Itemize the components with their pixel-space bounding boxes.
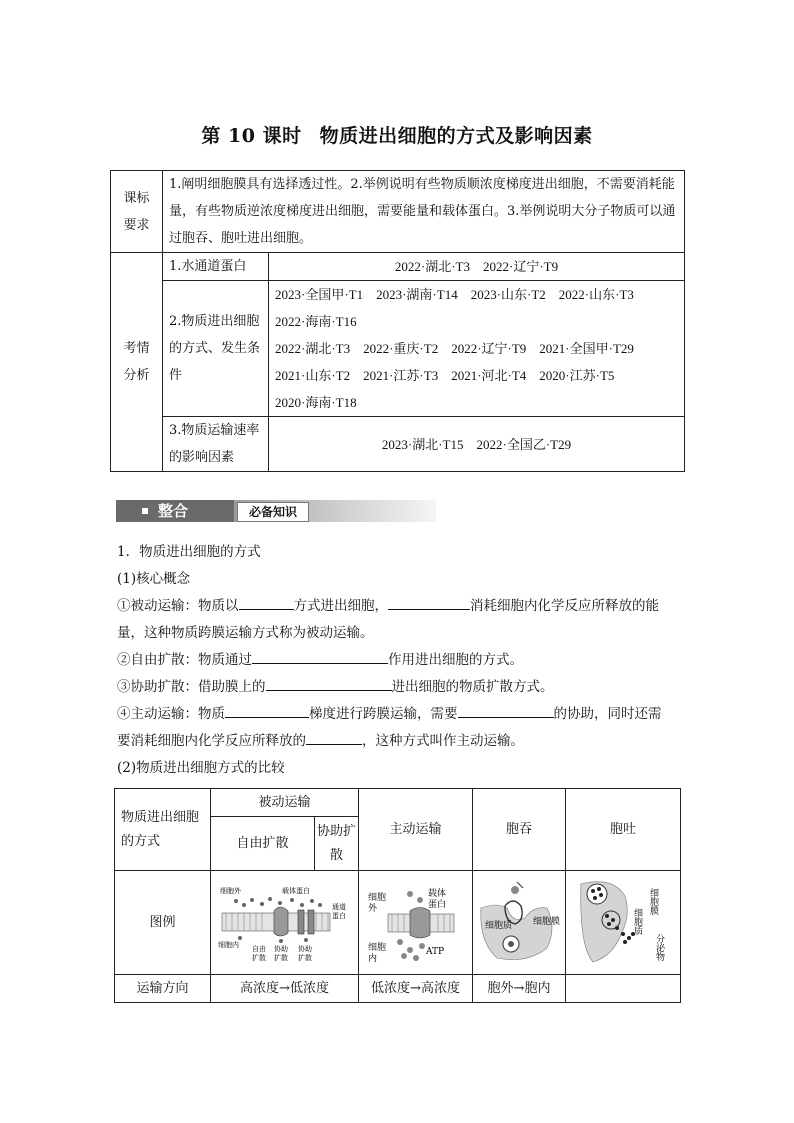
refs-line: 2023·湖北·T15 2022·全国乙·T29: [381, 436, 572, 452]
label-inside: 内: [367, 953, 377, 964]
analysis-label-cell: [111, 253, 163, 472]
passive-transport-diagram: [216, 883, 354, 963]
topic-label: 1.水通道蛋白: [169, 259, 247, 274]
topic-cell: [163, 281, 269, 417]
label-secretion: 分泌物: [654, 933, 664, 961]
endocytosis-diagram: [477, 878, 561, 968]
fill-blank[interactable]: [458, 703, 554, 718]
section-body: [117, 539, 683, 782]
topic-label: 2.物质进出细胞的方式、发生条件: [169, 314, 261, 383]
row-direction-label: 运输方向: [115, 975, 211, 1003]
text: ，这种方式叫作主动运输。: [362, 733, 524, 749]
line-passive: [117, 593, 683, 620]
direction-active: 低浓度→高浓度: [359, 975, 473, 1003]
text: ②自由扩散：物质通过: [117, 652, 252, 668]
vesicle-content: [508, 941, 514, 947]
header-free-diffusion: 自由扩散: [211, 817, 315, 871]
label-free: 扩散: [251, 953, 266, 962]
header-assisted-diffusion: 协助扩散: [315, 817, 359, 871]
refs-cell: [269, 417, 685, 472]
molecule: [417, 897, 423, 903]
label-outside: 细胞: [367, 892, 386, 903]
label-membrane: 细胞膜: [648, 887, 658, 915]
topic-cell: [163, 253, 269, 281]
req-label-cell: [111, 171, 163, 253]
square-icon: [142, 508, 148, 514]
fig-exocytosis-cell: [566, 871, 681, 975]
topic-label: 3.物质运输速率的影响因素: [169, 423, 260, 465]
label-channel: 通道: [331, 902, 346, 911]
label-membrane: [533, 915, 560, 927]
label-outside: 外: [367, 903, 377, 914]
label-outside: 细胞外: [219, 886, 241, 895]
lesson-number: 第 10 课时: [201, 125, 302, 147]
fill-blank[interactable]: [388, 595, 470, 610]
fill-blank[interactable]: [252, 649, 388, 664]
header-active: 主动运输: [359, 789, 473, 871]
header-endocytosis: 胞吞: [473, 789, 566, 871]
label-carrier: 载体: [427, 888, 446, 899]
line-free-diffusion: [117, 647, 683, 674]
fig-active-cell: [359, 871, 473, 975]
molecules-inside: [238, 936, 308, 943]
label-free: 自由: [251, 944, 266, 953]
refs-line: 2022·湖北·T3 2022·辽宁·T9: [394, 259, 559, 274]
text: ①被动运输：物质以: [117, 598, 239, 614]
label-carrier: 蛋白: [427, 899, 446, 910]
label-assist: 扩散: [297, 953, 312, 962]
fill-blank[interactable]: [225, 703, 309, 718]
vesicle: [587, 884, 607, 904]
section-banner: [116, 500, 436, 522]
req-label: 课标要求: [123, 190, 150, 233]
refs-line: 2022·湖北·T3 2022·重庆·T2 2022·辽宁·T9 2021·全国甲·T29: [275, 341, 634, 356]
label-cytoplasm: [485, 919, 512, 931]
text: ④主动运输：物质: [117, 706, 225, 722]
label-assist: 协助: [297, 944, 312, 953]
label-inside: 细胞: [367, 942, 386, 953]
molecules-outside: [234, 897, 322, 907]
label-assist: 扩散: [273, 953, 288, 962]
topic-cell: [163, 417, 269, 472]
subheading-concepts: (1)核心概念: [117, 571, 191, 587]
refs-cell: [269, 253, 685, 281]
text: 进出细胞的物质扩散方式。: [391, 679, 554, 695]
channel-protein: [298, 910, 304, 934]
analysis-label: 考情分析: [123, 341, 150, 383]
direction-endocytosis: 胞外→胞内: [473, 975, 566, 1003]
text: 作用进出细胞的方式。: [388, 652, 523, 668]
text: 细胞质: [485, 920, 513, 931]
fill-blank[interactable]: [266, 676, 392, 691]
text: 细胞膜: [533, 916, 561, 927]
text: 要消耗细胞内化学反应所释放的: [117, 733, 306, 749]
carrier-protein: [410, 907, 430, 938]
text: 梯度进行跨膜运输，需要: [309, 706, 458, 722]
req-text: 1.阐明细胞膜具有选择透过性。2.举例说明有些物质顺浓度梯度进出细胞，不需要消耗能量，有些物质逆浓度梯度进出细胞，需要能量和载体蛋白。3.举例说明大分子物质可以通过胞吞、胞吐进出细胞。: [169, 177, 676, 246]
text: 物质进出细胞的方式: [121, 809, 200, 849]
label-channel: 蛋白: [331, 911, 346, 920]
label-carrier: 载体蛋白: [281, 886, 310, 895]
label-inside: 细胞内: [217, 940, 239, 949]
line-active: [117, 701, 683, 728]
refs-cell: [269, 281, 685, 417]
header-way: [115, 789, 211, 871]
line-active-cont: [117, 728, 683, 755]
page-title: [0, 121, 794, 148]
banner-subtag: 必备知识: [237, 502, 309, 522]
text: 消耗细胞内化学反应所释放的能: [470, 598, 659, 614]
banner-tag: [116, 500, 234, 522]
label-assist: 协助: [273, 944, 288, 953]
refs-line: 2023·全国甲·T1 2023·湖南·T14 2023·山东·T2 2022·山东·T3: [275, 287, 634, 302]
section-heading: 1．物质进出细胞的方式: [117, 544, 261, 560]
channel-protein: [308, 910, 314, 934]
direction-passive: 高浓度→低浓度: [211, 975, 359, 1003]
label-cytoplasm: 细胞质: [632, 907, 642, 935]
fig-passive-cell: [211, 871, 359, 975]
text: ③协助扩散：借助膜上的: [117, 679, 266, 695]
lesson-title: 物质进出细胞的方式及影响因素: [319, 125, 593, 147]
row-figure-label: 图例: [115, 871, 211, 975]
refs-line: 2021·山东·T2 2021·江苏·T3 2021·河北·T4 2020·江苏·T5: [275, 368, 615, 383]
subheading-compare: (2)物质进出细胞方式的比较: [117, 760, 285, 776]
req-text-cell: [163, 171, 685, 253]
fig-endocytosis-cell: [473, 871, 566, 975]
banner-tag-text: 整合: [158, 502, 189, 520]
molecules-inside: [397, 939, 425, 961]
refs-line: 2020·海南·T18: [275, 395, 357, 410]
line-passive-cont: 量，这种物质跨膜运输方式称为被动运输。: [117, 625, 374, 641]
text: 方式进出细胞，: [293, 598, 388, 614]
line-assisted-diffusion: [117, 674, 683, 701]
fill-blank[interactable]: [239, 595, 294, 610]
active-transport-diagram: [366, 880, 466, 966]
direction-exocytosis: [566, 975, 681, 1003]
particle: [511, 886, 519, 894]
header-passive: 被动运输: [211, 789, 359, 817]
carrier-protein: [274, 907, 288, 936]
label-atp: ATP: [425, 946, 444, 957]
exocytosis-diagram: [573, 876, 673, 970]
header-exocytosis: 胞吐: [566, 789, 681, 871]
compare-table: [114, 788, 681, 1003]
text: 的协助，同时还需: [553, 706, 662, 722]
fill-blank[interactable]: [306, 730, 362, 745]
molecule: [407, 891, 413, 897]
requirements-table: [110, 170, 685, 472]
refs-line: 2022·海南·T16: [275, 314, 357, 329]
